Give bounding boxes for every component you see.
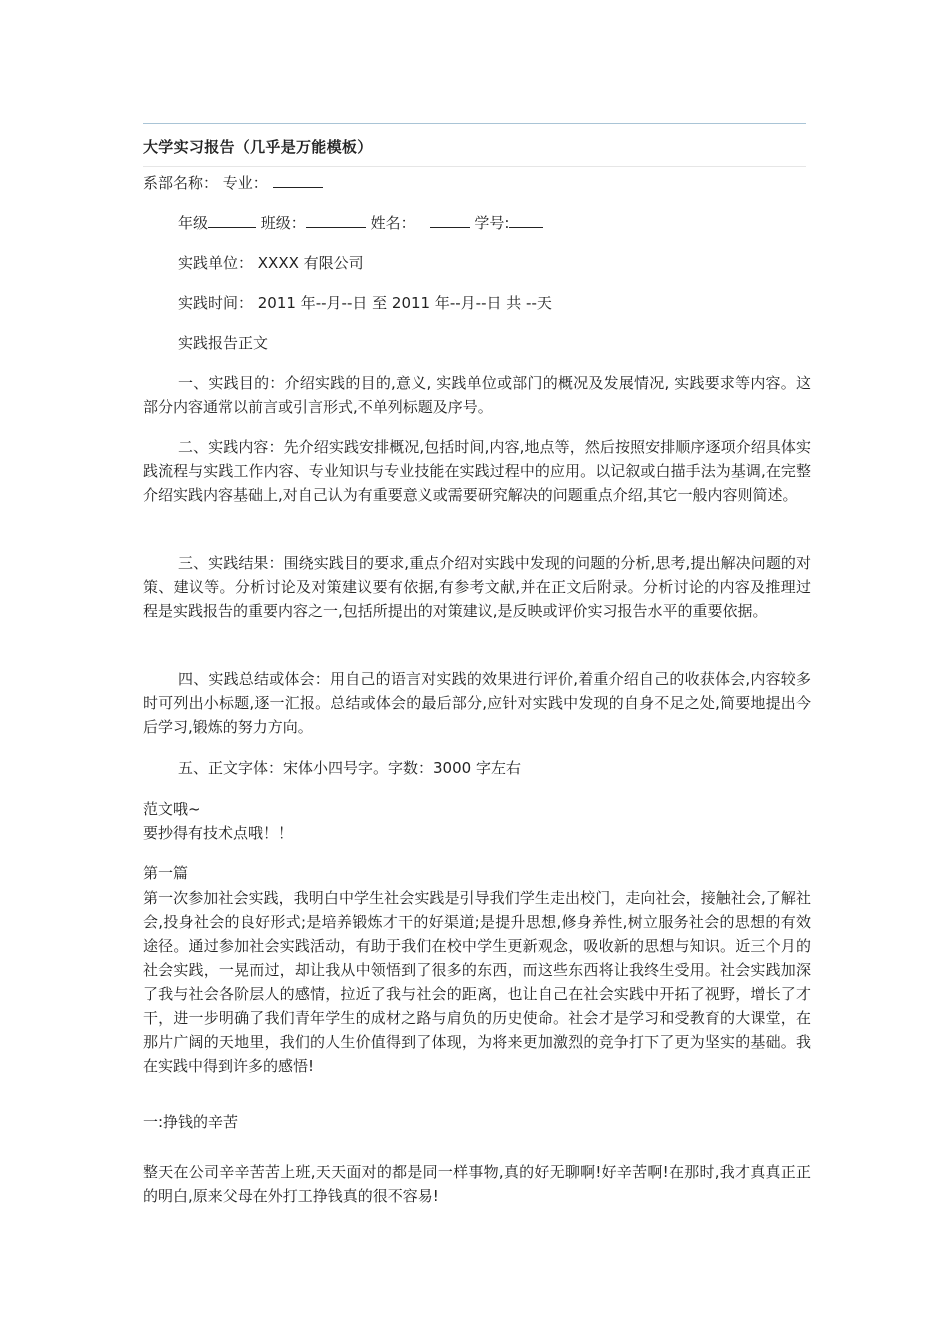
- time-line: 实践时间： 2011 年--月--日 至 2011 年--月--日 共 --天: [178, 294, 552, 312]
- sample-label: 范文哦~: [143, 800, 201, 818]
- dept-label: 系部名称：: [143, 174, 219, 192]
- first-piece-label: 第一篇: [143, 864, 189, 882]
- section-font: 五、正文字体：宋体小四号字。字数：3000 字左右: [178, 759, 521, 777]
- subheading-text: 整天在公司辛辛苦苦上班,天天面对的都是同一样事物,真的好无聊啊!好辛苦啊!在那时,我才真真正正的明白,原来父母在外打工挣钱真的很不容易!: [143, 1163, 811, 1205]
- section-purpose: 一、实践目的：介绍实践的目的,意义, 实践单位或部门的概况及发展情况, 实践要求等内容。这部分内容通常以前言或引言形式,不单列标题及序号。: [143, 374, 811, 416]
- subheading: 一:挣钱的辛苦: [143, 1113, 239, 1131]
- name-blank: [430, 211, 470, 228]
- name-label: 姓名：: [370, 214, 416, 232]
- student-id-blank: [509, 211, 543, 228]
- top-divider: [143, 123, 806, 124]
- grade-label: 年级: [178, 214, 209, 232]
- document-title: 大学实习报告（几乎是万能模板）: [143, 138, 373, 156]
- student-id-label: 学号:: [474, 214, 510, 232]
- section-content: 二、实践内容：先介绍实践安排概况,包括时间,内容,地点等，然后按照安排顺序逐项介绍具体实践流程与实践工作内容、专业知识与专业技能在实践过程中的应用。以记叙或白描手法为基调,在完整介绍实践内容基础上,对自己认为有重要意义或需要研究解决的问题重点介绍,其它一般内容则简述。: [143, 438, 811, 504]
- class-blank: [306, 211, 366, 228]
- unit-line: 实践单位： XXXX 有限公司: [178, 254, 364, 272]
- major-blank: [273, 171, 323, 188]
- dept-line: [143, 171, 323, 195]
- section-results: 三、实践结果：围绕实践目的要求,重点介绍对实践中发现的问题的分析,思考,提出解决问题的对策、建议等。分析讨论及对策建议要有依据,有参考文献,并在正文后附录。分析讨论的内容及推理过程是实践报告的重要内容之一,包括所提出的对策建议,是反映或评价实习报告水平的重要依据。: [143, 554, 811, 620]
- class-line: [178, 211, 543, 235]
- first-piece-text: 第一次参加社会实践，我明白中学生社会实践是引导我们学生走出校门，走向社会，接触社会,了解社会,投身社会的良好形式;是培养锻炼才干的好渠道;是提升思想,修身养性,树立服务社会的思想的有效途径。通过参加社会实践活动，有助于我们在校中学生更新观念，吸收新的思想与知识。近三个月的社会实践，一晃而过，却让我从中领悟到了很多的东西，而这些东西将让我终生受用。社会实践加深了我与社会各阶层人的感情，拉近了我与社会的距离，也让自己在社会实践中开拓了视野，增长了才干，进一步明确了我们青年学生的成材之路与肩负的历史使命。社会才是学习和受教育的大课堂，在那片广阔的天地里，我们的人生价值得到了体现，为将来更加激烈的竞争打下了更为坚实的基础。我在实践中得到许多的感悟!: [143, 889, 811, 1075]
- sample-note: 要抄得有技术点哦！！: [143, 824, 294, 842]
- major-label: 专业：: [222, 174, 268, 192]
- title-divider: [143, 166, 806, 167]
- section-summary: 四、实践总结或体会：用自己的语言对实践的效果进行评价,着重介绍自己的收获体会,内容较多时可列出小标题,逐一汇报。总结或体会的最后部分,应针对实践中发现的自身不足之处,简要地提出今后学习,锻炼的努力方向。: [143, 670, 811, 736]
- body-heading: 实践报告正文: [178, 334, 269, 352]
- class-label: 班级：: [260, 214, 306, 232]
- grade-blank: [208, 211, 256, 228]
